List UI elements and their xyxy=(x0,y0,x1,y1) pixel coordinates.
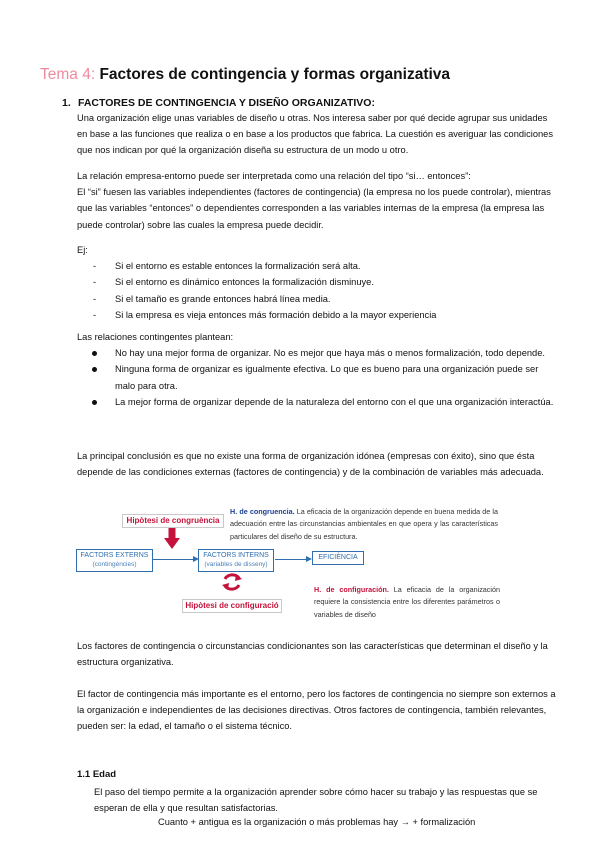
title-main: Factores de contingencia y formas organizativa xyxy=(99,66,451,83)
list-item: No hay una mejor forma de organizar. No es mejor que haya más o menos formalización, todo depende. xyxy=(77,345,557,361)
relation-paragraph xyxy=(77,168,557,233)
subsection-paragraph xyxy=(94,784,557,816)
cycle-arrows-icon xyxy=(221,570,243,594)
configuration-text: La eficacia de la organización requiere la consistencia entre los diferentes parámetros o variables de diseño xyxy=(314,585,500,619)
right-arrow-icon xyxy=(153,559,194,560)
configuration-description xyxy=(314,584,500,621)
section-heading xyxy=(62,97,375,109)
section-title: FACTORES DE CONTINGENCIA Y DISEÑO ORGANIZATIVO: xyxy=(78,97,375,109)
hypothesis-congruence-box: Hipòtesi de congruència xyxy=(122,514,224,528)
internal-factors-box xyxy=(198,549,274,572)
contingency-diagram xyxy=(76,502,526,620)
congruence-description xyxy=(230,506,498,543)
configuration-label: H. de configuración. xyxy=(314,585,389,594)
paragraph-text: El paso del tiempo permite a la organización aprender sobre cómo hacer su trabajo y las respuestas que se esperan de ella y que resultan satisfactorias. xyxy=(94,787,538,814)
congruence-label: H. de congruencia. xyxy=(230,507,295,516)
congruence-text: La eficacia de la organización depende en buena medida de la adecuación entre las circunstancias ambientales en que opera y las características particulares del diseño de su estructura. xyxy=(230,507,498,541)
external-factors-sub: (contingències) xyxy=(92,560,137,568)
internal-factors-sub: (variables de disseny) xyxy=(204,560,268,568)
right-arrow-icon xyxy=(275,559,307,560)
internal-factors-label: FACTORS INTERNS xyxy=(203,552,269,559)
relations-list xyxy=(77,345,557,410)
page-title xyxy=(40,66,450,84)
title-prefix: Tema 4: xyxy=(40,66,96,83)
factors-paragraph xyxy=(77,638,557,670)
examples-list xyxy=(77,258,557,323)
down-arrow-icon xyxy=(164,528,180,550)
list-item: - Si el tamaño es grande entonces habrá línea media. xyxy=(93,293,331,304)
subsection-heading: 1.1 Edad xyxy=(77,769,117,780)
paragraph-text: La principal conclusión es que no existe una forma de organización idónea (empresas con éxito), sino que ésta depende de las condiciones externas (factores de contingencia) y de la combinación de variables más adecuada. xyxy=(77,451,544,478)
paragraph-text: Los factores de contingencia o circunstancias condicionantes son las características que determinan el diseño y la estructura organizativa. xyxy=(77,641,548,668)
examples-block xyxy=(77,242,557,323)
relations-label: Las relaciones contingentes plantean: xyxy=(77,332,234,342)
paragraph-text: El factor de contingencia más importante es el entorno, pero los factores de contingencia no siempre son externos a la organización e independientes de las decisiones directivas. Otros factores de contingencia, también relevantes, pueden ser: la edad, el tamaño o el sistema técnico. xyxy=(77,689,556,732)
relations-block xyxy=(77,329,557,410)
examples-label: Ej: xyxy=(77,245,88,255)
paragraph-text: Una organización elige unas variables de diseño u otras. Nos interesa saber por qué decide agrupar sus unidades en base a las funciones que realiza o en base a los productos que fabrica. La cuestión es averiguar las condiciones que nos indican por qué la organización diseña su estructura de un modo u otro. xyxy=(77,113,553,156)
formula-line xyxy=(158,814,558,830)
section-number: 1. xyxy=(62,97,71,109)
intro-paragraph xyxy=(77,110,557,159)
list-item: La mejor forma de organizar depende de la naturaleza del entorno con el que una organización interactúa. xyxy=(77,394,557,410)
paragraph-text: El “si” fuesen las variables independientes (factores de contingencia) (la empresa no los puede controlar), mientras que las variables “entonces” o dependientes corresponden a las variables internas de la empresa (la empresa las puede controlar) sobre las cuales la empresa puede decidir. xyxy=(77,187,551,230)
conclusion-paragraph xyxy=(77,448,557,480)
external-factors-label: FACTORS EXTERNS xyxy=(80,552,149,559)
efficiency-box: EFICIÈNCIA xyxy=(312,551,364,565)
list-item: - Si la empresa es vieja entonces más formación debido a la mayor experiencia xyxy=(93,309,437,320)
formula-text: Cuanto + antigua es la organización o más problemas hay → + formalización xyxy=(158,817,476,827)
paragraph-line: La relación empresa-entorno puede ser interpretada como una relación del tipo “si… entonces”: xyxy=(77,171,471,181)
list-item: - Si el entorno es estable entonces la formalización será alta. xyxy=(93,261,361,272)
hypothesis-configuration-box: Hipòtesi de configuració xyxy=(182,599,282,613)
environment-paragraph xyxy=(77,686,557,735)
external-factors-box xyxy=(76,549,153,572)
list-item: - Si el entorno es dinámico entonces la formalización disminuye. xyxy=(93,277,374,288)
list-item: Ninguna forma de organizar es igualmente efectiva. Lo que es bueno para una organización puede ser malo para otra. xyxy=(77,361,557,393)
